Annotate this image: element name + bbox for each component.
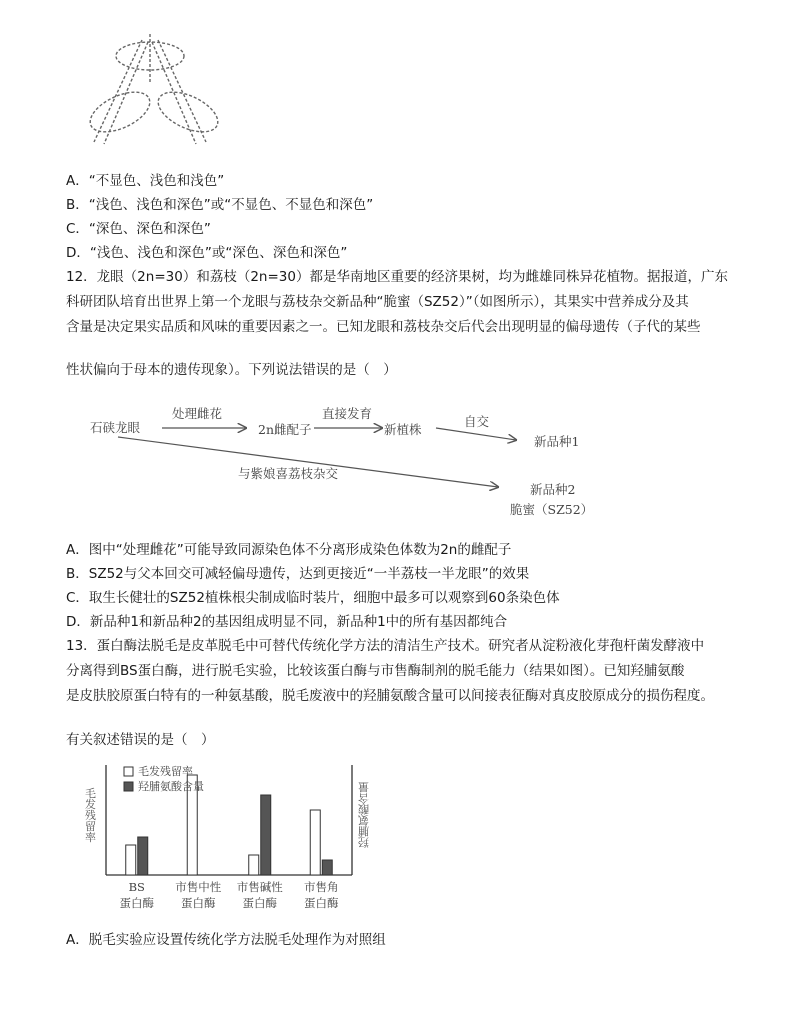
legend-swatch bbox=[124, 782, 133, 791]
q12-option-c: C．取生长健壮的SZ52植株根尖制成临时装片，细胞中最多可以观察到60条染色体 bbox=[66, 590, 560, 606]
diagram-node2-label: 新植株 bbox=[384, 422, 422, 437]
x-tick-label: 市售中性 bbox=[175, 880, 222, 894]
bar-hydroxyproline-2 bbox=[261, 795, 271, 875]
legend-swatch bbox=[124, 767, 133, 776]
q11-option-c: C．“深色、深色和深色” bbox=[66, 221, 211, 237]
q11-option-a: A．“不显色、浅色和浅色” bbox=[66, 173, 225, 189]
y-axis-right-label: 羟脯氨酸含量 bbox=[357, 782, 371, 848]
q12-option-b: B．SZ52与父本回交可减轻偏母遗传，达到更接近“一半荔枝一半龙眼”的效果 bbox=[66, 566, 530, 582]
depilation-bar-chart bbox=[72, 755, 372, 925]
q13-stem-line-3: 是皮肤胶原蛋白特有的一种氨基酸，脱毛废液中的羟脯氨酸含量可以间接表征酶对真皮胶原成分的损伤程度。 bbox=[66, 688, 714, 704]
x-tick-label: 市售碱性 bbox=[236, 880, 283, 894]
x-tick-label: 市售角 bbox=[304, 880, 339, 894]
q12-stem-line-4: 性状偏向于母本的遗传现象）。下列说法错误的是（ ） bbox=[66, 362, 397, 378]
bar-hydroxyproline-0 bbox=[138, 837, 148, 875]
q13-stem-line-1: 13．蛋白酶法脱毛是皮革脱毛中可替代传统化学方法的清洁生产技术。研究者从淀粉液化芽孢杆菌发酵液中 bbox=[66, 638, 705, 654]
diagram-arrow1-label: 处理雌花 bbox=[172, 406, 223, 421]
diagram-node1-label: 2n雌配子 bbox=[258, 422, 312, 437]
q12-option-a: A．图中“处理雌花”可能导致同源染色体不分离形成染色体数为2n的雌配子 bbox=[66, 542, 512, 558]
bar-hair-residue-2 bbox=[249, 855, 259, 875]
bar-hydroxyproline-3 bbox=[322, 860, 332, 875]
bar-hair-residue-0 bbox=[126, 845, 136, 875]
x-tick-label: 蛋白酶 bbox=[119, 896, 154, 910]
chromosome-sketch bbox=[82, 12, 252, 152]
x-tick-label: 蛋白酶 bbox=[242, 896, 277, 910]
bar-hair-residue-3 bbox=[310, 810, 320, 875]
diagram-node4-label: 新品种2 bbox=[530, 482, 576, 497]
q12-stem-line-2: 科研团队培育出世界上第一个龙眼与荔枝杂交新品种“脆蜜（SZ52）”（如图所示），其果实中营养成分及其 bbox=[66, 294, 689, 310]
legend-entry: 羟脯氨酸含量 bbox=[138, 780, 204, 793]
x-tick-label: 蛋白酶 bbox=[181, 896, 216, 910]
diagram-arrow4-label: 与紫娘喜荔枝杂交 bbox=[238, 466, 339, 481]
breeding-diagram-arrows bbox=[0, 395, 800, 535]
diagram-arrow3-label: 自交 bbox=[464, 414, 490, 429]
legend-entry: 毛发残留率 bbox=[138, 765, 193, 778]
q13-option-a: A．脱毛实验应设置传统化学方法脱毛处理作为对照组 bbox=[66, 932, 386, 948]
q13-question: 有关叙述错误的是（ ） bbox=[66, 732, 215, 748]
diagram-node3-label: 新品种1 bbox=[534, 434, 580, 449]
diagram-arrow2-label: 直接发育 bbox=[322, 406, 373, 421]
x-tick-label: 蛋白酶 bbox=[304, 896, 339, 910]
diagram-start-label: 石硖龙眼 bbox=[90, 420, 141, 435]
x-tick-label: BS bbox=[128, 880, 145, 894]
q12-option-d: D．新品种1和新品种2的基因组成明显不同，新品种1中的所有基因都纯合 bbox=[66, 614, 508, 630]
q13-stem-line-2: 分离得到BS蛋白酶，进行脱毛实验，比较该蛋白酶与市售酶制剂的脱毛能力（结果如图）。已知羟脯氨酸 bbox=[66, 663, 685, 679]
y-axis-left-label: 毛发残留率 bbox=[83, 787, 97, 843]
diagram-node4b-label: 脆蜜（SZ52） bbox=[510, 502, 594, 517]
q11-option-d: D．“浅色、浅色和深色”或“深色、深色和深色” bbox=[66, 245, 348, 261]
q12-stem-line-1: 12．龙眼（2n=30）和荔枝（2n=30）都是华南地区重要的经济果树，均为雌雄同株异花植物。据报道，广东 bbox=[66, 269, 728, 285]
q11-option-b: B．“浅色、浅色和深色”或“不显色、不显色和深色” bbox=[66, 197, 374, 213]
q12-stem-line-3: 含量是决定果实品质和风味的重要因素之一。已知龙眼和荔枝杂交后代会出现明显的偏母遗传（子代的某些 bbox=[66, 319, 701, 335]
